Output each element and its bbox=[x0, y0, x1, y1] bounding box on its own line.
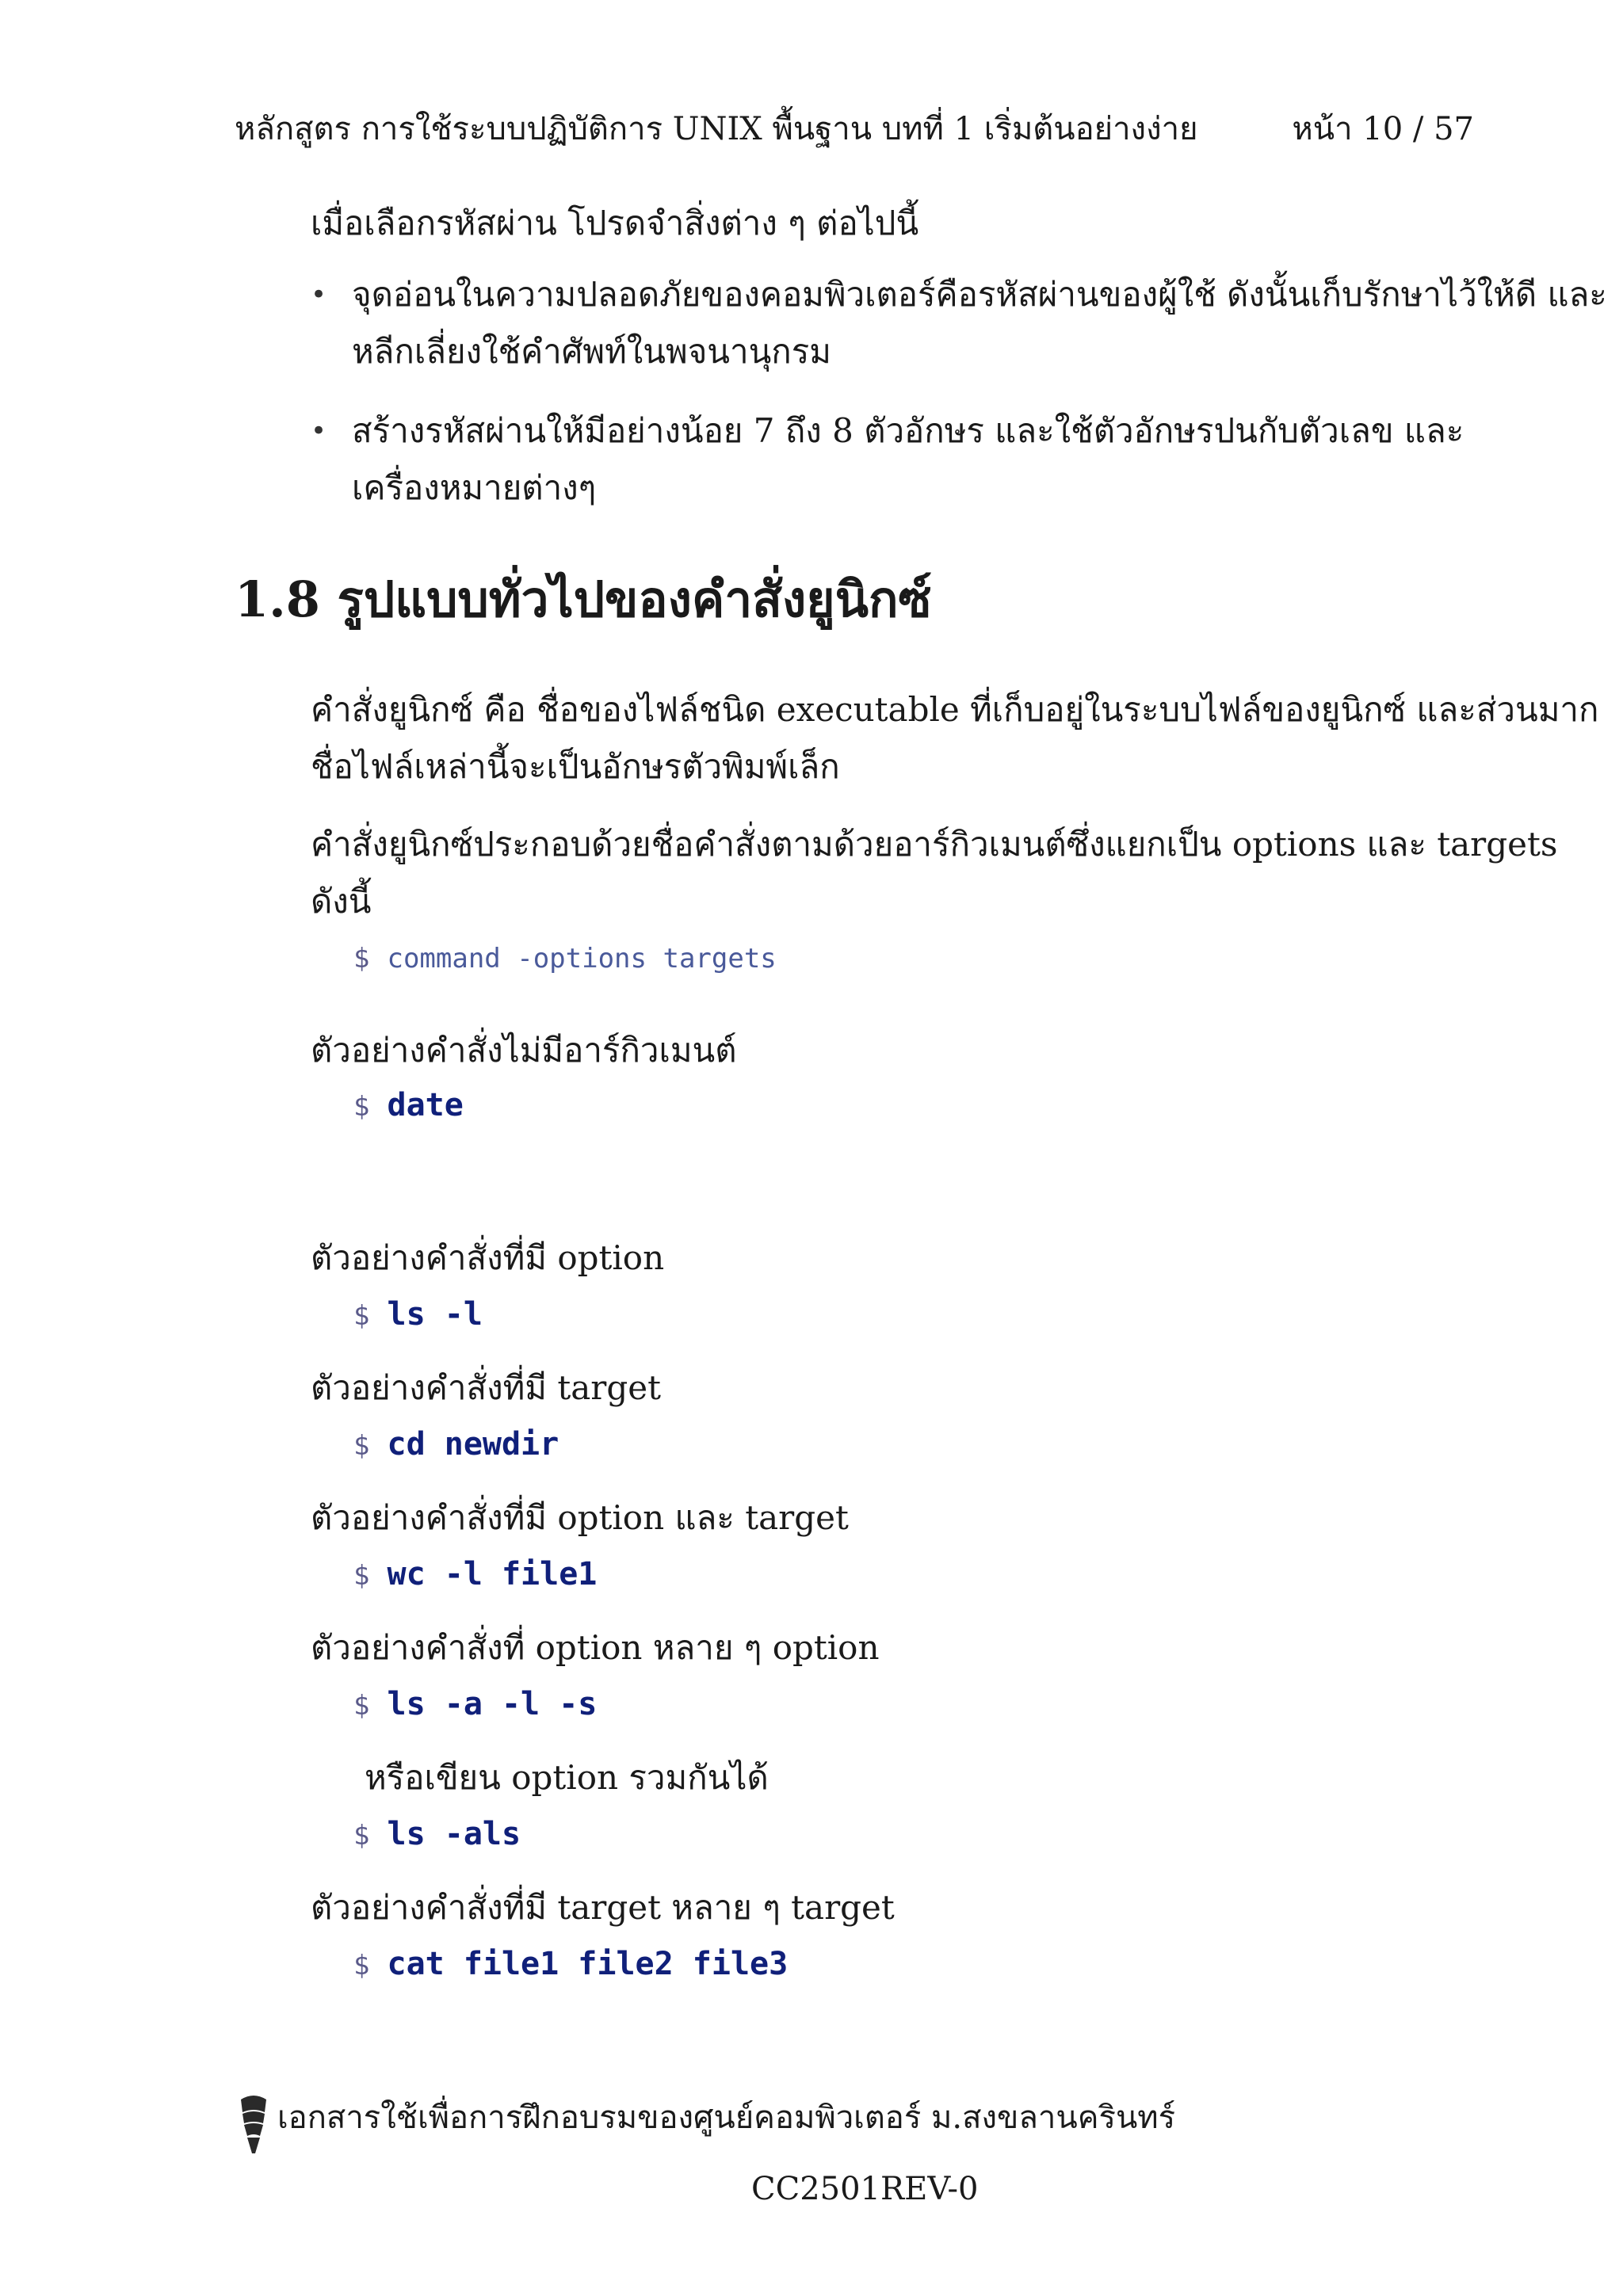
example-command bbox=[353, 1087, 464, 1123]
paragraph-command-structure: คำสั่งยูนิกซ์ประกอบด้วยชื่อคำสั่งตามด้วยอาร์กิวเมนต์ซึ่งแยกเป็น options และ targets ดังนี้ bbox=[311, 825, 1558, 921]
paragraph-command-definition: คำสั่งยูนิกซ์ คือ ชื่อของไฟล์ชนิด executable ที่เก็บอยู่ในระบบไฟล์ของยูนิกซ์ และส่วนมาก ชื่อไฟล์เหล่านี้จะเป็นอักษรตัวพิมพ์เล็ก bbox=[311, 690, 1599, 786]
intro-text: เมื่อเลือกรหัสผ่าน โปรดจำสิ่งต่าง ๆ ต่อไปนี้ bbox=[311, 204, 919, 242]
example-label: ตัวอย่างคำสั่งที่มี option bbox=[311, 1238, 665, 1277]
example-label: ตัวอย่างคำสั่งที่มี target หลาย ๆ target bbox=[311, 1888, 895, 1927]
section-heading: 1.8 รูปแบบทั่วไปของคำสั่งยูนิกซ์ bbox=[235, 570, 932, 628]
shell-prompt: $ bbox=[353, 943, 370, 974]
example-command bbox=[353, 1426, 559, 1463]
example-label: หรือเขียน option รวมกันได้ bbox=[365, 1758, 769, 1797]
shell-prompt: $ bbox=[353, 1560, 370, 1592]
example-label: ตัวอย่างคำสั่งที่มี option และ target bbox=[311, 1498, 849, 1537]
bullet-text: จุดอ่อนในความปลอดภัยของคอมพิวเตอร์คือรหัสผ่านของผู้ใช้ ดังนั้นเก็บรักษาไว้ให้ดี และ หลีกเลี่ยงใช้คำศัพท์ในพจนานุกรม bbox=[352, 275, 1607, 371]
example-command bbox=[353, 1686, 597, 1722]
syntax-text: command -options targets bbox=[387, 943, 777, 974]
command-text: date bbox=[387, 1087, 464, 1123]
header-title: หลักสูตร การใช้ระบบปฏิบัติการ UNIX พื้นฐาน บทที่ 1 เริ่มต้นอย่างง่าย bbox=[235, 111, 1198, 147]
example-command bbox=[353, 1946, 788, 1982]
example-label: ตัวอย่างคำสั่งที่มี target bbox=[311, 1368, 661, 1407]
shell-prompt: $ bbox=[353, 1950, 370, 1981]
shell-prompt: $ bbox=[353, 1820, 370, 1852]
shell-prompt: $ bbox=[353, 1091, 370, 1123]
bullet-dot-icon: • bbox=[311, 279, 327, 311]
organization-logo-icon bbox=[236, 2092, 271, 2155]
command-text: ls -als bbox=[387, 1816, 521, 1852]
command-text: ls -a -l -s bbox=[387, 1686, 598, 1722]
syntax-code-line bbox=[353, 943, 777, 974]
command-text: cat file1 file2 file3 bbox=[387, 1946, 789, 1982]
bullet-text: สร้างรหัสผ่านให้มีอย่างน้อย 7 ถึง 8 ตัวอักษร และใช้ตัวอักษรปนกับตัวเลข และ เครื่องหมายต่างๆ bbox=[352, 411, 1465, 507]
bullet-dot-icon: • bbox=[311, 415, 327, 447]
example-command bbox=[353, 1556, 597, 1592]
command-text: wc -l file1 bbox=[387, 1556, 598, 1592]
example-label: ตัวอย่างคำสั่งที่ option หลาย ๆ option bbox=[311, 1628, 880, 1667]
page-number: หน้า 10 / 57 bbox=[1292, 111, 1474, 147]
footer-text: เอกสารใช้เพื่อการฝึกอบรมของศูนย์คอมพิวเตอร์ ม.สงขลานครินทร์ bbox=[277, 2100, 1176, 2136]
example-label: ตัวอย่างคำสั่งไม่มีอาร์กิวเมนต์ bbox=[311, 1031, 737, 1070]
command-text: cd newdir bbox=[387, 1426, 559, 1463]
shell-prompt: $ bbox=[353, 1690, 370, 1722]
document-code: CC2501REV-0 bbox=[751, 2171, 979, 2207]
shell-prompt: $ bbox=[353, 1430, 370, 1462]
example-command bbox=[353, 1296, 483, 1333]
example-command bbox=[353, 1816, 521, 1852]
shell-prompt: $ bbox=[353, 1300, 370, 1332]
command-text: ls -l bbox=[387, 1296, 483, 1333]
